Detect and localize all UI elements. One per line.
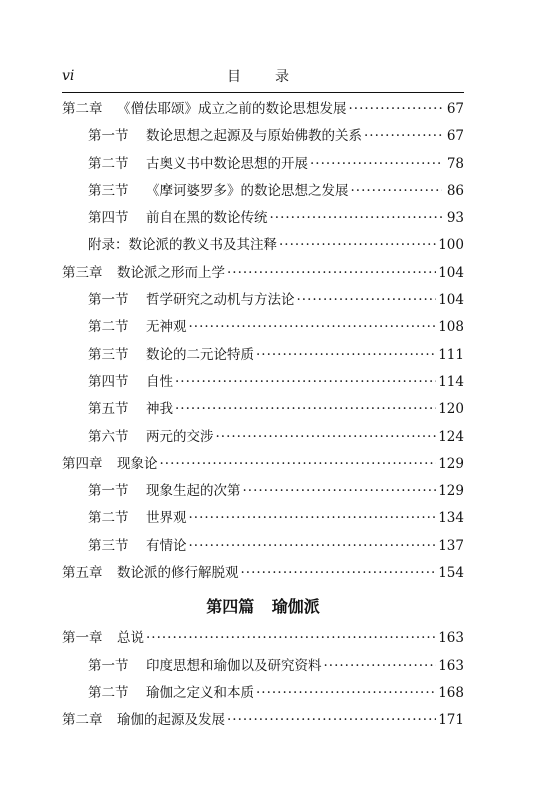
part-title: 瑜伽派: [271, 597, 320, 617]
entry-title: 瑜伽之定义和本质: [146, 684, 254, 701]
entry-label: 第三节: [88, 346, 129, 363]
toc-section-entry: [62, 369, 464, 396]
table-of-contents: [62, 96, 464, 735]
header-rule: [62, 92, 464, 93]
toc-section-entry: [62, 396, 464, 423]
toc-section-entry: [62, 680, 464, 707]
entry-page-number: 120: [438, 401, 464, 418]
dot-leader: [227, 707, 436, 734]
toc-section-entry: [62, 653, 464, 680]
entry-page-number: 93: [446, 210, 464, 227]
entry-title: 古奥义书中数论思想的开展: [146, 155, 308, 172]
dot-leader: [227, 260, 436, 287]
entry-title: 两元的交涉: [146, 428, 214, 445]
toc-section-entry: [62, 205, 464, 232]
dot-leader: [189, 533, 437, 560]
entry-label: 第二节: [88, 684, 129, 701]
entry-page-number: 108: [438, 319, 464, 336]
entry-page-number: 67: [446, 128, 464, 145]
dot-leader: [270, 205, 443, 232]
entry-label: 第六节: [88, 428, 129, 445]
dot-leader: [189, 505, 437, 532]
entry-title: 前自在黑的数论传统: [146, 210, 268, 227]
entry-label: 第一节: [88, 483, 129, 500]
entry-label: 第一章: [62, 630, 103, 647]
entry-page-number: 137: [438, 537, 464, 554]
entry-title: 《僧佉耶颂》成立之前的数论思想发展: [117, 101, 347, 117]
running-header: [62, 66, 464, 88]
dot-leader: [349, 96, 443, 123]
entry-label: 第二章: [62, 712, 103, 729]
entry-title: 数论派之形而上学: [117, 264, 225, 281]
entry-page-number: 168: [438, 684, 464, 701]
toc-section-entry: [62, 505, 464, 532]
running-title: 目 录: [227, 69, 299, 85]
toc-section-entry: [62, 287, 464, 314]
entry-title: 数论思想之起源及与原始佛教的关系: [146, 128, 362, 145]
page-number: vi: [62, 68, 75, 84]
entry-label: 第三章: [62, 264, 103, 281]
entry-label: 第三节: [88, 182, 129, 199]
entry-label: 第五章: [62, 565, 103, 582]
toc-section-entry: [62, 314, 464, 341]
entry-page-number: 104: [438, 292, 464, 309]
entry-page-number: 86: [446, 182, 464, 199]
entry-page-number: 100: [438, 237, 464, 254]
toc-section-entry: [62, 342, 464, 369]
entry-label: 第四章: [62, 455, 103, 472]
toc-list-part-three: [62, 96, 464, 587]
toc-chapter-entry: [62, 451, 464, 478]
entry-title: 现象论: [117, 455, 158, 472]
dot-leader: [189, 314, 437, 341]
entry-label: 第一节: [88, 657, 129, 674]
toc-section-entry: [62, 178, 464, 205]
entry-label: 第二节: [88, 319, 129, 336]
entry-page-number: 163: [438, 630, 464, 647]
part-heading: [62, 587, 464, 625]
entry-title: 有情论: [146, 537, 187, 554]
entry-title: 自性: [146, 373, 173, 390]
dot-leader: [324, 653, 437, 680]
toc-section-entry: [62, 478, 464, 505]
entry-title: 神我: [146, 401, 173, 418]
toc-chapter-entry: [62, 707, 464, 734]
entry-label: 第四节: [88, 210, 129, 227]
entry-page-number: 114: [438, 373, 464, 390]
entry-label: 第五节: [88, 401, 129, 418]
entry-title: 总说: [117, 630, 144, 647]
entry-page-number: 163: [438, 657, 464, 674]
entry-title: 《摩诃婆罗多》的数论思想之发展: [146, 182, 349, 199]
entry-label: 第二节: [88, 155, 129, 172]
entry-title: 数论的二元论特质: [146, 346, 254, 363]
toc-section-entry: [62, 533, 464, 560]
toc-section-entry: [62, 151, 464, 178]
entry-title: 附录：数论派的教义书及其注释: [88, 237, 277, 254]
entry-label: 第一节: [88, 128, 129, 145]
entry-label: 第一节: [88, 292, 129, 309]
entry-title: 现象生起的次第: [146, 483, 241, 500]
entry-title: 数论派的修行解脱观: [117, 565, 239, 582]
entry-page-number: 129: [438, 483, 464, 500]
toc-chapter-entry: [62, 625, 464, 652]
entry-label: 第二节: [88, 510, 129, 527]
dot-leader: [310, 151, 442, 178]
dot-leader: [146, 625, 436, 652]
dot-leader: [256, 342, 436, 369]
entry-page-number: 129: [438, 455, 464, 472]
dot-leader: [256, 680, 436, 707]
entry-page-number: 67: [446, 101, 464, 117]
entry-page-number: 104: [438, 264, 464, 281]
entry-label: 第四节: [88, 373, 129, 390]
dot-leader: [364, 123, 442, 150]
entry-page-number: 124: [438, 428, 464, 445]
entry-page-number: 171: [438, 712, 464, 729]
dot-leader: [243, 478, 437, 505]
dot-leader: [216, 424, 437, 451]
entry-label: 第二章: [62, 101, 103, 117]
dot-leader: [175, 396, 436, 423]
entry-page-number: 154: [438, 565, 464, 582]
dot-leader: [160, 451, 437, 478]
toc-chapter-entry: [62, 260, 464, 287]
entry-title: 印度思想和瑜伽以及研究资料: [146, 657, 322, 674]
entry-page-number: 134: [438, 510, 464, 527]
toc-section-entry: [62, 123, 464, 150]
dot-leader: [175, 369, 436, 396]
toc-section-entry: [62, 424, 464, 451]
dot-leader: [297, 287, 437, 314]
entry-title: 世界观: [146, 510, 187, 527]
toc-list-part-four: [62, 625, 464, 734]
entry-title: 无神观: [146, 319, 187, 336]
part-label: 第四篇: [206, 597, 255, 617]
dot-leader: [351, 178, 443, 205]
entry-page-number: 78: [446, 155, 464, 172]
entry-title: 瑜伽的起源及发展: [117, 712, 225, 729]
toc-chapter-entry: [62, 96, 464, 123]
dot-leader: [279, 232, 436, 259]
entry-title: 哲学研究之动机与方法论: [146, 292, 295, 309]
entry-page-number: 111: [438, 346, 464, 363]
entry-label: 第三节: [88, 537, 129, 554]
toc-section-entry: [62, 232, 464, 259]
dot-leader: [241, 560, 437, 587]
toc-chapter-entry: [62, 560, 464, 587]
